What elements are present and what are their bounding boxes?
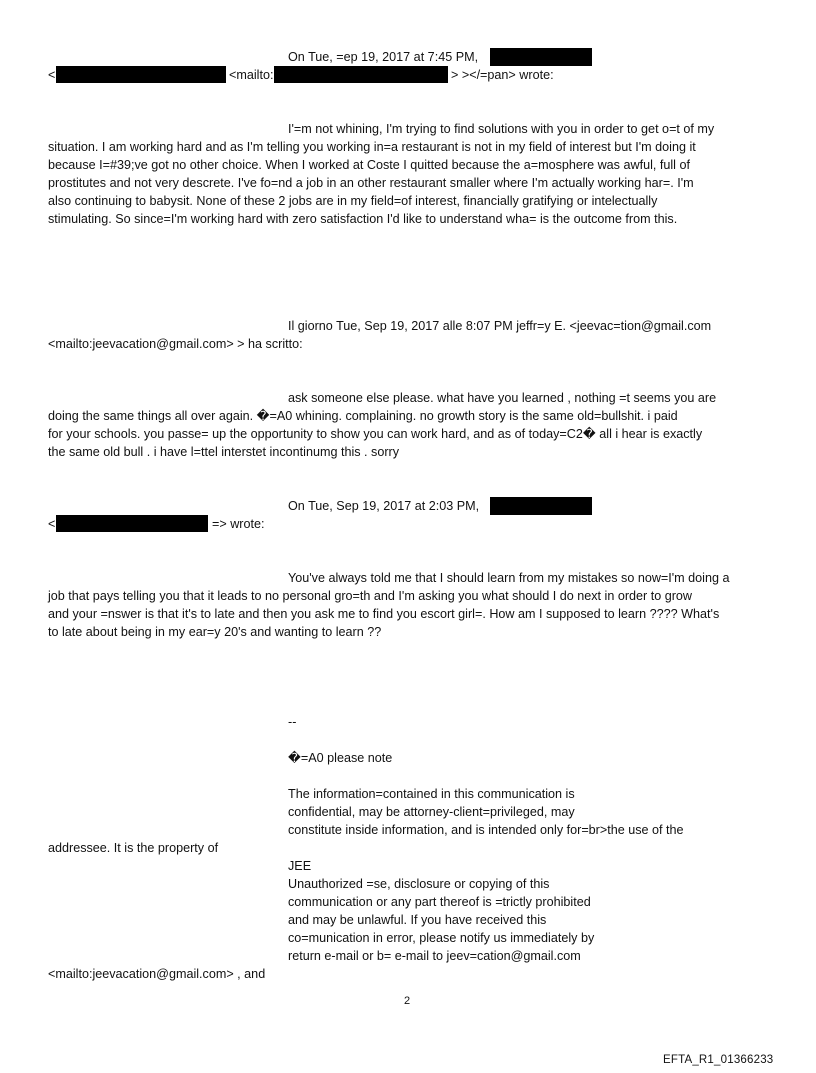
- para1-line: prostitutes and not very descrete. I've fo=nd a job in an other restaurant smaller where I'm actually working har=. I'm: [48, 176, 694, 190]
- header1-date-line: On Tue, =ep 19, 2017 at 7:45 PM,: [288, 50, 479, 64]
- signature-line: and may be unlawful. If you have received this: [288, 913, 547, 927]
- para2-line: the same old bull . i have l=ttel interstet incontinumg this . sorry: [48, 445, 400, 459]
- signature-addressee: addressee. It is the property of: [48, 841, 219, 855]
- para3-line: to late about being in my ear=y 20's and wanting to learn ??: [48, 625, 382, 639]
- header1-tail: > ></=pan> wrote:: [451, 68, 554, 82]
- signature-line: constitute inside information, and is intended only for=br>the use of the: [288, 823, 684, 837]
- para1-line: I'=m not whining, I'm trying to find solutions with you in order to get o=t of my: [288, 122, 715, 136]
- para1-line: because I=#39;ve got no other choice. When I worked at Coste I quitted because the a=mosphere was awful, full of: [48, 158, 690, 172]
- signature-line: confidential, may be attorney-client=privileged, may: [288, 805, 575, 819]
- redaction-box: [274, 66, 448, 83]
- header1-lt: <: [48, 68, 56, 82]
- para2-line: doing the same things all over again. �=A0 whining. complaining. no growth story is the same old=bullshit. i paid: [48, 409, 678, 423]
- signature-dashes: --: [288, 715, 297, 729]
- para2-line: ask someone else please. what have you learned , nothing =t seems you are: [288, 391, 717, 405]
- signature-please-note: �=A0 please note: [288, 751, 393, 765]
- signature-line: co=munication in error, please notify us immediately by: [288, 931, 595, 945]
- signature-line: return e-mail or b= e-mail to jeev=cation@gmail.com: [288, 949, 581, 963]
- page-number: 2: [404, 995, 411, 1007]
- para1-line: also continuing to babysit. None of these 2 jobs are in my field=of interest, financially gratifying or intelectually: [48, 194, 658, 208]
- redaction-box: [56, 515, 208, 532]
- header3-lt: <: [48, 517, 56, 531]
- header2-line: Il giorno Tue, Sep 19, 2017 alle 8:07 PM jeffr=y E. <jeevac=tion@gmail.com: [288, 319, 712, 333]
- signature-line: communication or any part thereof is =trictly prohibited: [288, 895, 591, 909]
- signature-line: Unauthorized =se, disclosure or copying of this: [288, 877, 550, 891]
- para3-line: and your =nswer is that it's to late and then you ask me to find you escort girl=. How am I supposed to learn ???? What's: [48, 607, 720, 621]
- signature-line: JEE: [288, 859, 312, 873]
- header1-mailto-label: <mailto:: [229, 68, 274, 82]
- para3-line: job that pays telling you that it leads to no personal gro=th and I'm asking you what should I do next in order to grow: [48, 589, 693, 603]
- redaction-box: [490, 497, 592, 515]
- redaction-box: [490, 48, 592, 66]
- bates-number: EFTA_R1_01366233: [663, 1054, 774, 1066]
- redaction-box: [56, 66, 226, 83]
- para2-line: for your schools. you passe= up the opportunity to show you can work hard, and as of today=C2� all i hear is exactly: [48, 427, 703, 441]
- para3-line: You've always told me that I should learn from my mistakes so now=I'm doing a: [288, 571, 730, 585]
- header2-line: <mailto:jeevacation@gmail.com> > ha scritto:: [48, 337, 303, 351]
- header3-date-line: On Tue, Sep 19, 2017 at 2:03 PM,: [288, 499, 480, 513]
- signature-line: The information=contained in this communication is: [288, 787, 575, 801]
- signature-mailto-and: <mailto:jeevacation@gmail.com> , and: [48, 967, 266, 981]
- para1-line: stimulating. So since=I'm working hard with zero satisfaction I'd like to understand wha= is the outcome from this.: [48, 212, 678, 226]
- header3-tail: => wrote:: [212, 517, 265, 531]
- para1-line: situation. I am working hard and as I'm telling you working in=a restaurant is not in my field of interest but I'm doing it: [48, 140, 696, 154]
